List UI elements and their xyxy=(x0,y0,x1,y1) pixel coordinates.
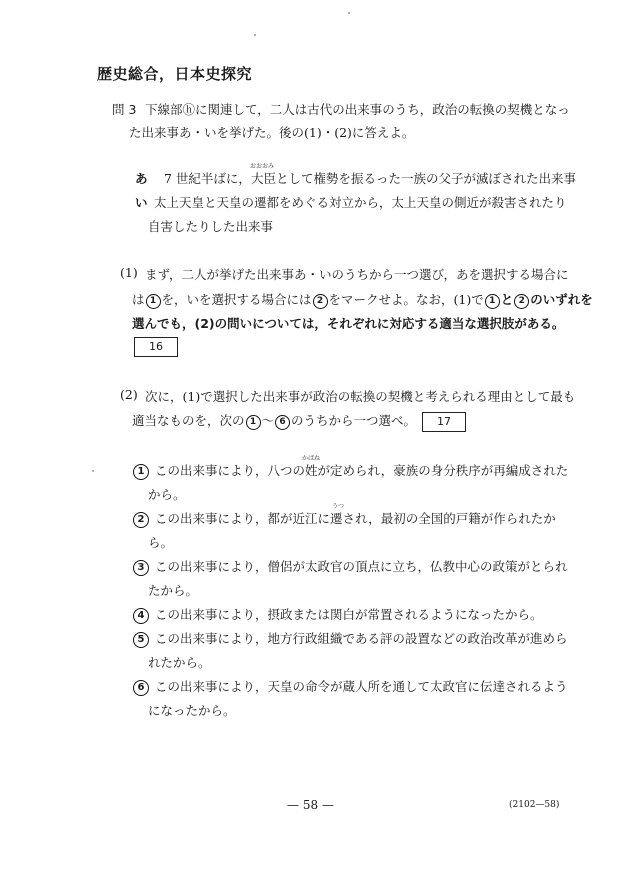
sub1-text: をマークせよ。なお，(1)で xyxy=(328,292,484,307)
sub1-line3: 選んでも，(2)の問いについては，それぞれに対応する適当な選択肢がある。 xyxy=(132,316,565,331)
choice-2-ruby-wrap xyxy=(330,503,345,527)
event-a-text xyxy=(164,163,576,187)
choice-text: され，最初の全国的戸籍が作られたか xyxy=(342,511,556,526)
choice-3-line2: たから。 xyxy=(148,583,199,598)
question-label: 問 3 xyxy=(112,102,137,117)
intro-text: に関連して，二人は古代の出来事のうち，政治の転換の契機となっ xyxy=(195,102,570,117)
sub2-text: のうちから一つ選べ。 xyxy=(291,413,417,428)
choice-2-line2: ら。 xyxy=(148,535,174,550)
choice-3[interactable] xyxy=(133,557,568,576)
event-a-label: あ xyxy=(135,171,148,186)
ruby-utsu: うつ xyxy=(332,503,345,510)
sub1-text: は xyxy=(132,292,145,307)
choice-marker-6: 6 xyxy=(275,415,290,430)
underline-marker: ⓗ xyxy=(182,102,196,117)
choice-marker-1: 1 xyxy=(485,294,500,309)
ruby-kabane: かばね xyxy=(302,455,321,462)
page-number: — 58 — xyxy=(287,798,334,812)
event-i-text-line1: 太上天皇と天皇の遷都をめぐる対立から，太上天皇の側近が殺害されたり xyxy=(154,195,567,210)
event-i-text-line2: 自害したりした出来事 xyxy=(148,219,274,234)
choice-text: この出来事により，八つの xyxy=(155,463,306,478)
choice-4[interactable] xyxy=(133,605,543,624)
choice-number-5: 5 xyxy=(133,632,149,648)
choice-number-6: 6 xyxy=(133,680,149,696)
choice-number-3: 3 xyxy=(133,560,149,576)
intro-text: 下線部 xyxy=(145,102,183,117)
sub2-line1: 次に，(1)で選択した出来事が政治の転換の契機と考えられる理由として最も xyxy=(145,389,576,404)
choice-6[interactable] xyxy=(133,677,568,696)
scan-speck xyxy=(348,12,350,14)
sub1-label: (1) xyxy=(120,265,138,280)
choice-text: この出来事により，地方行政組織である評の設置などの政治改革が進めら xyxy=(155,631,568,646)
choice-text: が定められ，豪族の身分秩序が再編成された xyxy=(317,463,569,478)
choice-5[interactable] xyxy=(133,629,568,648)
choice-text: この出来事により，天皇の命令が蔵人所を通して太政官に伝達されるよう xyxy=(155,679,568,694)
sub2-text: 適当なものを，次の xyxy=(132,413,245,428)
sub2-label: (2) xyxy=(120,387,138,402)
question-intro-line1 xyxy=(145,100,570,118)
sub2-line2 xyxy=(132,411,466,432)
question-intro-line2: た出来事あ・いを挙げた。後の(1)・(2)に答えよ。 xyxy=(129,125,415,140)
scan-speck xyxy=(254,34,256,36)
page-title: 歴史総合，日本史探究 xyxy=(97,65,253,83)
choice-marker-2: 2 xyxy=(313,294,328,309)
choice-5-line2: れたから。 xyxy=(148,655,211,670)
choice-1-line2: から。 xyxy=(148,487,186,502)
choice-marker-1: 1 xyxy=(146,294,161,309)
choice-1[interactable] xyxy=(133,455,569,480)
choice-marker-2: 2 xyxy=(514,294,529,309)
choice-2-ruby-word: 遷 xyxy=(330,511,343,526)
event-a-text-pre: 7 世紀半ばに， xyxy=(164,171,251,186)
event-a-text-post: として権勢を振るった一族の父子が滅ぼされた出来事 xyxy=(275,171,576,186)
sub1-text: のいずれを xyxy=(530,292,593,307)
choice-2[interactable] xyxy=(133,503,556,528)
choice-1-ruby-word: 姓 xyxy=(305,463,318,478)
event-a-ruby-word: 大臣 xyxy=(250,171,276,186)
choice-1-ruby-wrap xyxy=(302,455,321,479)
exam-code: (2102—58) xyxy=(509,800,560,810)
choice-number-1: 1 xyxy=(133,464,149,480)
choice-6-line2: になったから。 xyxy=(148,703,236,718)
event-a-ruby-wrap xyxy=(249,163,276,187)
answer-box-17[interactable]: 17 xyxy=(422,412,466,432)
choice-text: この出来事により，都が近江に xyxy=(155,511,331,526)
sub2-text: ～ xyxy=(261,413,275,428)
answer-box-16[interactable]: 16 xyxy=(134,337,178,357)
choice-text: この出来事により，摂政または関白が常置されるようになったから。 xyxy=(155,607,543,622)
choice-text: この出来事により，僧侶が太政官の頂点に立ち，仏教中心の政策がとられ xyxy=(155,559,568,574)
choice-marker-1: 1 xyxy=(246,415,261,430)
choice-number-4: 4 xyxy=(133,608,149,624)
sub1-text: と xyxy=(500,292,514,307)
choice-number-2: 2 xyxy=(133,512,149,528)
ruby-ooomi: おおおみ xyxy=(249,163,274,170)
event-i-label: い xyxy=(135,195,148,210)
sub1-line1: まず，二人が挙げた出来事あ・いのうちから一つ選び，あを選択する場合に xyxy=(145,267,569,282)
sub1-line2 xyxy=(132,290,593,309)
scan-speck xyxy=(92,470,94,472)
sub1-text: を，いを選択する場合には xyxy=(161,292,312,307)
